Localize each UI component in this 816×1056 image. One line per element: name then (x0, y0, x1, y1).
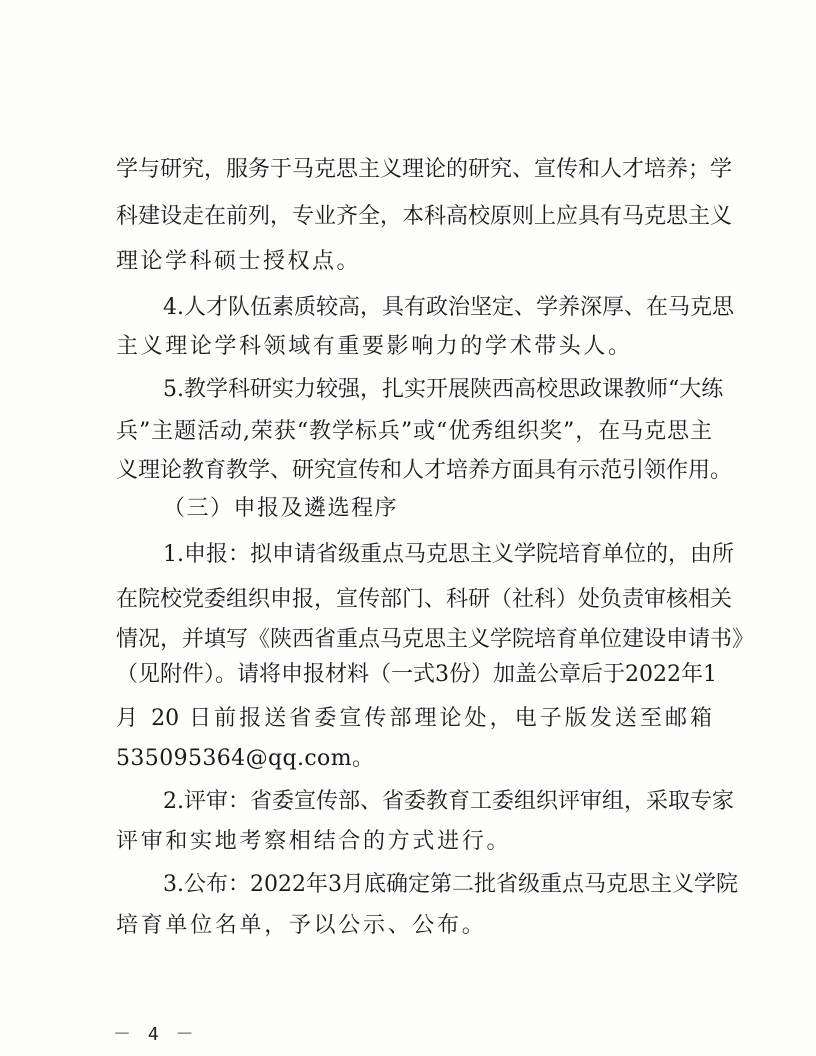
paragraph-line: 义理论教育教学、研究宣传和人才培养方面具有示范引领作用。 (116, 458, 733, 483)
page-number: － 4 － (113, 1024, 197, 1045)
paragraph-line: 在院校党委组织申报，宣传部门、科研（社科）处负责审核相关 (116, 587, 733, 612)
paragraph-line: 2.评审：省委宣传部、省委教育工委组织评审组，采取专家 (163, 789, 734, 814)
paragraph-line: 5.教学科研实力较强，扎实开展陕西高校思政课教师“大练 (163, 377, 724, 402)
paragraph-line: 兵”主题活动,荣获“教学标兵”或“优秀组织奖”，在马克思主 (116, 419, 712, 444)
paragraph-line: （见附件）。请将申报材料（一式3份）加盖公章后于2022年1 (116, 662, 717, 687)
paragraph-line: 学与研究，服务于马克思主义理论的研究、宣传和人才培养；学 (116, 157, 733, 182)
email-address-line: 535095364@qq.com。 (116, 746, 375, 771)
paragraph-line: 评审和实地考察相结合的方式进行。 (116, 829, 512, 854)
paragraph-line: 4.人才队伍素质较高，具有政治坚定、学养深厚、在马克思 (163, 295, 734, 320)
paragraph-line: 月 20 日前报送省委宣传部理论处，电子版发送至邮箱 (116, 706, 712, 731)
paragraph-line: 科建设走在前列，专业齐全，本科高校原则上应具有马克思主义 (116, 204, 733, 229)
paragraph-line: 1.申报：拟申请省级重点马克思主义学院培育单位的，由所 (163, 542, 734, 567)
paragraph-line: 3.公布：2022年3月底确定第二批省级重点马克思主义学院 (163, 872, 738, 897)
paragraph-line: 情况，并填写《陕西省重点马克思主义学院培育单位建设申请书》 (116, 627, 755, 652)
paragraph-line: 培育单位名单，予以公示、公布。 (116, 913, 487, 938)
section-heading: （三）申报及遴选程序 (163, 496, 399, 521)
paragraph-line: 理论学科硕士授权点。 (116, 249, 362, 274)
paragraph-line: 主义理论学科领域有重要影响力的学术带头人。 (116, 334, 633, 359)
